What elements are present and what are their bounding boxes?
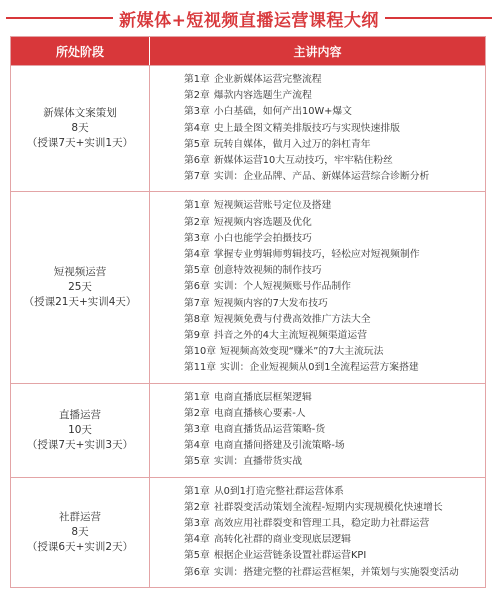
chapter-item bbox=[184, 422, 485, 438]
chapter-number: 第10章 bbox=[184, 346, 217, 358]
stage-detail: （授课21天+实训4天） bbox=[23, 296, 137, 309]
stage-days: 8天 bbox=[71, 525, 89, 538]
outline-table bbox=[10, 36, 486, 588]
chapter-title: 电商直播核心要素-人 bbox=[213, 407, 306, 419]
chapter-title: 新媒体运营10大互动技巧，牢牢粘住粉丝 bbox=[213, 155, 393, 167]
chapter-title: 创意特效视频的制作技巧 bbox=[213, 265, 322, 277]
stage-detail: （授课7天+实训3天） bbox=[26, 438, 134, 451]
stage-name: 新媒体文案策划 bbox=[43, 107, 117, 120]
chapter-number: 第3章 bbox=[184, 232, 210, 244]
chapter-title: 实训：搭建完整的社群运营框架，并策划与实施裂变活动 bbox=[213, 566, 459, 578]
title-divider-left bbox=[6, 17, 113, 19]
table-body bbox=[11, 65, 485, 587]
chapter-number: 第1章 bbox=[184, 485, 210, 497]
chapter-title: 掌握专业剪辑师剪辑技巧，轻松应对短视频制作 bbox=[213, 249, 420, 261]
chapter-number: 第4章 bbox=[184, 440, 210, 452]
chapter-title: 实训：个人短视频账号作品制作 bbox=[213, 281, 351, 293]
stage-row bbox=[11, 65, 485, 191]
chapter-title: 电商直播货品运营策略-货 bbox=[213, 424, 326, 436]
chapter-title: 实训：直播带货实战 bbox=[213, 456, 302, 468]
title-divider-right bbox=[385, 17, 492, 19]
chapter-item bbox=[184, 198, 485, 214]
chapter-title: 实训：企业短视频从0到1全流程运营方案搭建 bbox=[220, 362, 419, 374]
chapter-list bbox=[150, 384, 485, 477]
chapter-number: 第2章 bbox=[184, 501, 210, 513]
chapter-item bbox=[184, 328, 485, 344]
chapter-item bbox=[184, 565, 485, 581]
chapter-item bbox=[184, 500, 485, 516]
chapter-item bbox=[184, 104, 485, 120]
chapter-number: 第8章 bbox=[184, 313, 210, 325]
chapter-number: 第5章 bbox=[184, 550, 210, 562]
chapter-number: 第2章 bbox=[184, 407, 210, 419]
chapter-item bbox=[184, 231, 485, 247]
page-title: 新媒体+短视频直播运营课程大纲 bbox=[119, 10, 379, 31]
table-header bbox=[11, 37, 485, 65]
stage-detail: （授课6天+实训2天） bbox=[26, 540, 134, 553]
chapter-title: 短视频高效变现“赚米”的7大主流玩法 bbox=[220, 346, 384, 358]
chapter-item bbox=[184, 279, 485, 295]
chapter-item bbox=[184, 532, 485, 548]
chapter-number: 第4章 bbox=[184, 249, 210, 261]
stage-detail: （授课7天+实训1天） bbox=[26, 137, 134, 150]
chapter-title: 小白基础，如何产出10W+爆文 bbox=[213, 106, 352, 118]
chapter-item bbox=[184, 438, 485, 454]
stage-row bbox=[11, 191, 485, 382]
chapter-list bbox=[150, 192, 485, 382]
chapter-title: 史上最全图文精美排版技巧与实现快速排版 bbox=[213, 122, 400, 134]
stage-days: 8天 bbox=[71, 122, 89, 135]
chapter-number: 第6章 bbox=[184, 566, 210, 578]
chapter-title: 爆款内容选题生产流程 bbox=[213, 90, 312, 102]
stage-days: 25天 bbox=[68, 281, 92, 294]
chapter-title: 短视频运营账号定位及搭建 bbox=[213, 200, 332, 212]
chapter-number: 第7章 bbox=[184, 171, 210, 183]
chapter-number: 第3章 bbox=[184, 518, 210, 530]
chapter-number: 第9章 bbox=[184, 330, 210, 342]
chapter-item bbox=[184, 72, 485, 88]
chapter-number: 第5章 bbox=[184, 456, 210, 468]
chapter-title: 抖音之外的4大主流短视频渠道运营 bbox=[213, 330, 368, 342]
chapter-item bbox=[184, 247, 485, 263]
chapter-item bbox=[184, 137, 485, 153]
chapter-number: 第4章 bbox=[184, 534, 210, 546]
chapter-number: 第6章 bbox=[184, 155, 210, 167]
chapter-title: 短视频免费与付费高效推广方法大全 bbox=[213, 313, 371, 325]
header-stage: 所处阶段 bbox=[11, 37, 150, 65]
chapter-number: 第5章 bbox=[184, 265, 210, 277]
chapter-title: 社群裂变活动策划全流程-短期内实现规模化快速增长 bbox=[213, 501, 443, 513]
chapter-number: 第7章 bbox=[184, 297, 210, 309]
chapter-number: 第3章 bbox=[184, 424, 210, 436]
stage-cell bbox=[11, 384, 150, 477]
chapter-title: 从0到1打造完整社群运营体系 bbox=[213, 485, 344, 497]
chapter-number: 第2章 bbox=[184, 216, 210, 228]
chapter-item bbox=[184, 548, 485, 564]
chapter-item bbox=[184, 360, 485, 376]
chapter-title: 短视频内容选题及优化 bbox=[213, 216, 312, 228]
chapter-list bbox=[150, 478, 485, 587]
chapter-title: 电商直播底层框架逻辑 bbox=[213, 391, 312, 403]
chapter-list bbox=[150, 66, 485, 191]
stage-name: 短视频运营 bbox=[53, 266, 107, 279]
stage-row bbox=[11, 477, 485, 587]
chapter-number: 第11章 bbox=[184, 362, 217, 374]
chapter-item bbox=[184, 454, 485, 470]
chapter-title: 企业新媒体运营完整流程 bbox=[213, 74, 322, 85]
chapter-item bbox=[184, 484, 485, 500]
chapter-item bbox=[184, 153, 485, 169]
stage-name: 直播运营 bbox=[59, 408, 101, 421]
chapter-title: 玩转自媒体，做月入过万的斜杠青年 bbox=[213, 138, 371, 150]
chapter-item bbox=[184, 121, 485, 137]
chapter-number: 第4章 bbox=[184, 122, 210, 134]
stage-cell bbox=[11, 66, 150, 191]
header-content: 主讲内容 bbox=[293, 44, 342, 59]
stage-cell bbox=[11, 192, 150, 382]
stage-cell bbox=[11, 478, 150, 587]
chapter-number: 第1章 bbox=[184, 74, 210, 85]
chapter-title: 电商直播间搭建及引流策略-场 bbox=[213, 440, 345, 452]
chapter-title: 实训：企业品牌、产品、新媒体运营综合诊断分析 bbox=[213, 171, 430, 183]
chapter-item bbox=[184, 344, 485, 360]
title-row bbox=[0, 0, 498, 36]
chapter-title: 短视频内容的7大发布技巧 bbox=[213, 297, 328, 309]
stage-row bbox=[11, 383, 485, 477]
chapter-item bbox=[184, 169, 485, 185]
chapter-item bbox=[184, 516, 485, 532]
chapter-title: 根据企业运营链条设置社群运营KPI bbox=[213, 550, 367, 562]
chapter-title: 高转化社群的商业变现底层逻辑 bbox=[213, 534, 351, 546]
chapter-item bbox=[184, 263, 485, 279]
chapter-number: 第5章 bbox=[184, 138, 210, 150]
stage-name: 社群运营 bbox=[59, 510, 101, 523]
chapter-item bbox=[184, 390, 485, 406]
chapter-item bbox=[184, 296, 485, 312]
chapter-number: 第3章 bbox=[184, 106, 210, 118]
chapter-item bbox=[184, 312, 485, 328]
chapter-number: 第2章 bbox=[184, 90, 210, 102]
stage-days: 10天 bbox=[68, 423, 92, 436]
chapter-item bbox=[184, 88, 485, 104]
chapter-number: 第6章 bbox=[184, 281, 210, 293]
chapter-title: 高效应用社群裂变和管理工具，稳定助力社群运营 bbox=[213, 518, 430, 530]
chapter-number: 第1章 bbox=[184, 391, 210, 403]
chapter-item bbox=[184, 406, 485, 422]
chapter-number: 第1章 bbox=[184, 200, 210, 212]
chapter-item bbox=[184, 215, 485, 231]
chapter-title: 小白也能学会拍摄技巧 bbox=[213, 232, 312, 244]
